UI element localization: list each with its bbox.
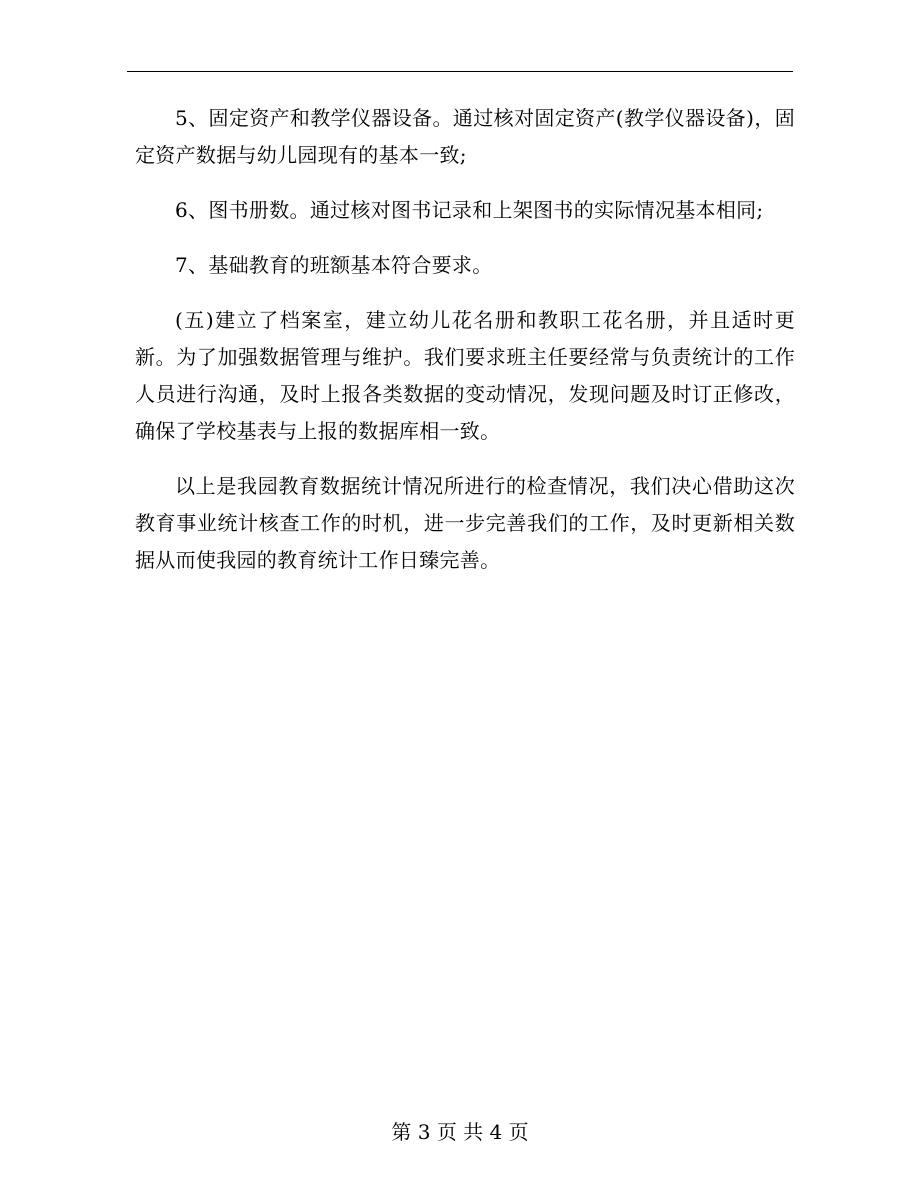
paragraph-conclusion: 以上是我园教育数据统计情况所进行的检查情况，我们决心借助这次教育事业统计核查工作的时机，进一步完善我们的工作，及时更新相关数据从而使我园的教育统计工作日臻完善。	[135, 474, 795, 572]
paragraph-book-count: 6、图书册数。通过核对图书记录和上架图书的实际情况基本相同;	[175, 198, 764, 222]
document-body	[135, 100, 795, 597]
paragraph-archive-room: (五)建立了档案室，建立幼儿花名册和教职工花名册，并且适时更新。为了加强数据管理与维护。我们要求班主任要经常与负责统计的工作人员进行沟通，及时上报各类数据的变动情况，发现问题及时订正修改，确保了学校基表与上报的数据库相一致。	[135, 308, 795, 443]
paragraph-fixed-assets: 5、固定资产和教学仪器设备。通过核对固定资产(教学仪器设备)，固定资产数据与幼儿园现有的基本一致;	[135, 106, 795, 167]
page-footer: 第 3 页 共 4 页	[391, 1120, 529, 1144]
paragraph-class-size: 7、基础教育的班额基本符合要求。	[175, 253, 493, 277]
header-rule	[127, 71, 793, 72]
